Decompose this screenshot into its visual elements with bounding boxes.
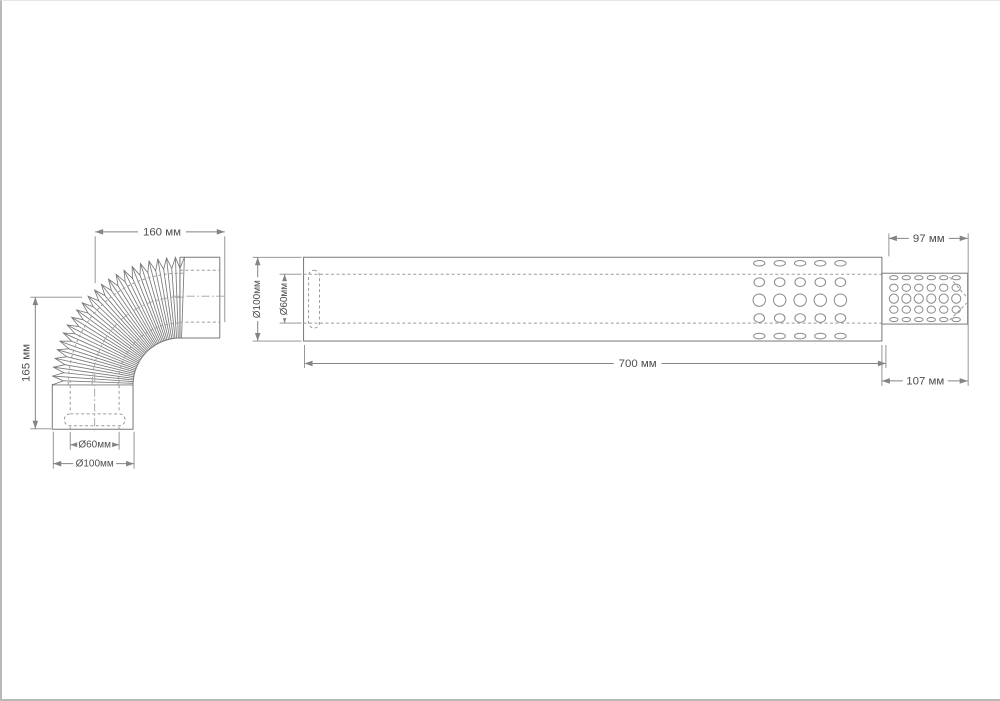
dim-elbow-outer-diameter-label: Ø100мм <box>75 458 114 470</box>
perforation-hole <box>952 306 960 313</box>
perforation-hole <box>774 260 785 266</box>
perforation-hole <box>835 278 846 287</box>
perforation-hole <box>915 276 923 280</box>
perforation-hole <box>774 278 785 287</box>
perforation-hole <box>835 333 846 339</box>
perforation-hole <box>902 306 910 313</box>
perforation-hole <box>915 284 923 291</box>
dim-elbow-height-label: 165 мм <box>20 343 33 382</box>
perforation-hole <box>754 333 765 339</box>
dim-terminal-length-bottom <box>882 345 968 388</box>
perforation-hole <box>902 284 910 291</box>
perforation-hole <box>952 317 960 321</box>
perforation-hole <box>815 314 826 323</box>
pipe-outer-body <box>304 257 882 341</box>
arrowhead <box>33 297 39 305</box>
dim-elbow-inner-diameter-label: Ø60мм <box>78 439 111 451</box>
dim-pipe-outer-diameter-label: Ø100мм <box>252 280 264 319</box>
perforation-hole <box>914 294 923 303</box>
perforation-hole <box>939 294 948 303</box>
elbow-inner-arc <box>133 338 181 385</box>
perforation-hole <box>940 306 948 313</box>
perforation-hole <box>815 333 826 339</box>
dim-elbow-inner-diameter <box>70 432 119 451</box>
arrowhead <box>255 257 261 265</box>
dim-pipe-length <box>305 345 886 370</box>
perforation-hole <box>952 284 960 291</box>
perforation-hole <box>754 260 765 266</box>
perforation-hole <box>815 278 826 287</box>
elbow-90deg-view <box>52 257 227 432</box>
dim-terminal-length-top-label: 97 мм <box>912 232 945 245</box>
arrowhead <box>305 361 313 367</box>
perforation-hole <box>889 294 898 303</box>
dim-pipe-outer-diameter <box>251 257 302 341</box>
perforation-hole <box>890 276 898 280</box>
arrowhead <box>70 442 78 448</box>
perforation-hole <box>940 317 948 321</box>
perforation-hole <box>927 294 936 303</box>
arrowhead <box>882 378 890 384</box>
dim-pipe-inner-diameter <box>278 274 302 323</box>
dim-elbow-width-label: 160 мм <box>142 226 181 239</box>
perforation-hole <box>794 294 806 306</box>
coaxial-pipe-view <box>304 257 968 341</box>
dim-elbow-height <box>20 297 82 429</box>
perforation-hole <box>774 294 786 306</box>
perforation-hole <box>774 333 785 339</box>
perforation-hole <box>834 294 846 306</box>
arrowhead <box>95 229 103 235</box>
perforation-hole <box>835 314 846 323</box>
perforation-hole <box>902 317 910 321</box>
perforation-hole <box>952 276 960 280</box>
pipe-outer-perforations <box>753 260 847 338</box>
perforation-hole <box>902 294 911 303</box>
arrowhead <box>960 236 968 242</box>
pipe-terminal-tube <box>882 273 968 324</box>
perforation-hole <box>927 276 935 280</box>
perforation-hole <box>753 294 765 306</box>
arrowhead <box>889 236 897 242</box>
arrowhead <box>255 333 261 341</box>
perforation-hole <box>794 333 805 339</box>
perforation-hole <box>940 284 948 291</box>
arrowhead <box>282 274 288 282</box>
perforation-hole <box>915 317 923 321</box>
perforation-hole <box>890 284 898 291</box>
arrowhead <box>126 461 134 467</box>
perforation-hole <box>940 276 948 280</box>
perforation-hole <box>754 278 765 287</box>
perforation-hole <box>902 276 910 280</box>
arrowhead <box>217 229 225 235</box>
arrowhead <box>33 421 39 429</box>
perforation-hole <box>754 314 765 323</box>
pipe-inner-end-seal <box>309 270 320 328</box>
perforation-hole <box>835 260 846 266</box>
perforation-hole <box>915 306 923 313</box>
terminal-cone-hidden-line <box>950 277 967 320</box>
dim-pipe-inner-diameter-label: Ø60мм <box>279 282 291 316</box>
perforation-hole <box>927 306 935 313</box>
terminal-tube-perforations <box>889 276 960 322</box>
dim-terminal-length-top <box>889 232 968 256</box>
elbow-outlet-hidden-inner-walls <box>180 270 220 322</box>
dim-pipe-length-label: 700 мм <box>618 357 657 370</box>
perforation-hole <box>794 260 805 266</box>
perforation-hole <box>815 260 826 266</box>
perforation-hole <box>795 314 806 323</box>
arrowhead <box>53 461 61 467</box>
perforation-hole <box>952 294 961 303</box>
perforation-hole <box>927 284 935 291</box>
technical-drawing-canvas <box>2 1 1000 699</box>
perforation-hole <box>890 317 898 321</box>
perforation-hole <box>814 294 826 306</box>
perforation-hole <box>795 278 806 287</box>
arrowhead <box>960 378 968 384</box>
elbow-outlet-pipe <box>180 257 220 338</box>
dim-terminal-length-bottom-label: 107 мм <box>906 375 945 388</box>
perforation-hole <box>774 314 785 323</box>
arrowhead <box>111 442 119 448</box>
perforation-hole <box>890 306 898 313</box>
perforation-hole <box>927 317 935 321</box>
